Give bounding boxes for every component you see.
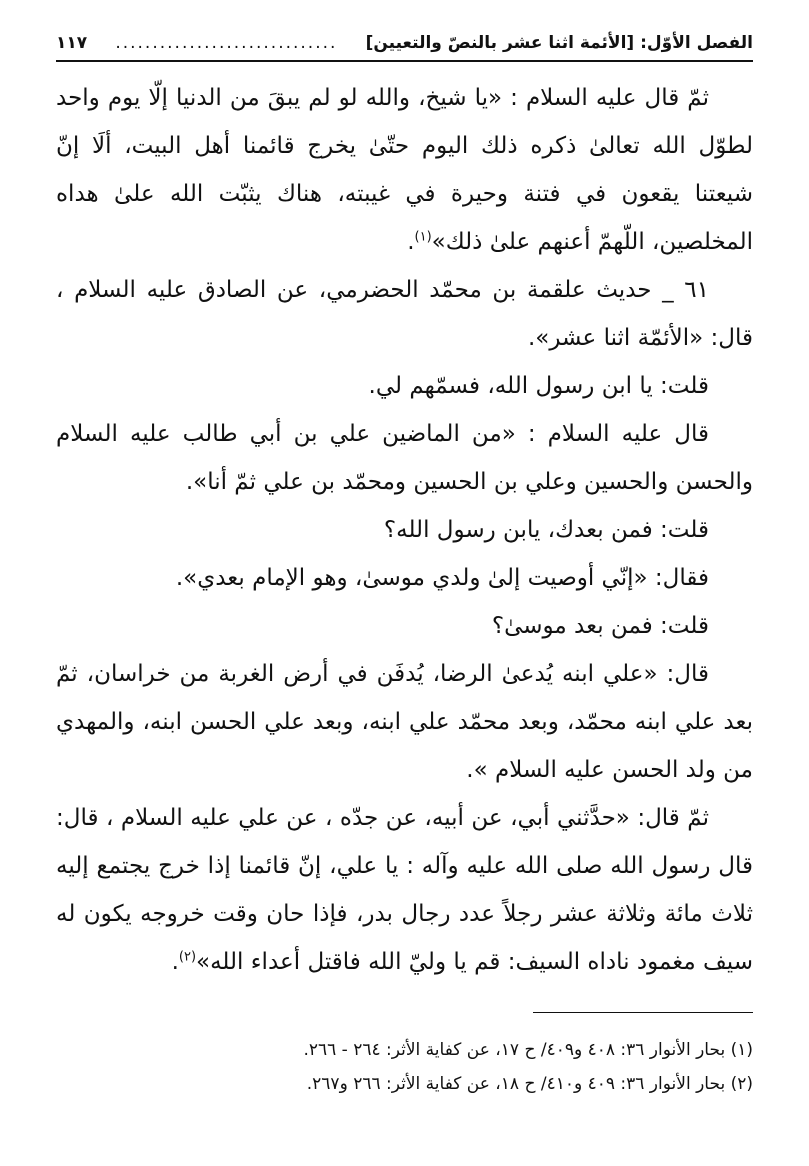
page-number: ١١٧: [56, 33, 88, 53]
footnote-ref: (١): [414, 229, 432, 245]
footnote-divider: [533, 1012, 753, 1013]
paragraph: [56, 74, 753, 266]
paragraph-text: ثمّ قال: «حدَّثني أبي، عن أبيه، عن جدّه ، عن علي عليه السلام ، قال: قال رسول الله صلى الله عليه وآله : يا علي، إنّ قائمنا إذا خرج يجتمع إليه ثلاث مائة وثلاثة عشر رجلاً عدد رجال بدر، فإذا حان وقت خروجه يكون له سيف مغمود ناداه السيف: قم يا وليّ الله فاقتل أعداء الله»: [56, 805, 753, 975]
header-divider: [56, 60, 753, 62]
paragraph: قال عليه السلام : «من الماضين علي بن أبي طالب عليه السلام والحسن والحسين وعلي بن الحسين ومحمّد بن علي ثمّ أنا».: [56, 421, 753, 495]
paragraph: فقال: «إنّي أوصيت إلىٰ ولدي موسىٰ، وهو الإمام بعدي».: [175, 565, 709, 591]
leader-dots: ..............................: [115, 33, 338, 53]
paragraph-end: .: [171, 949, 179, 975]
book-page: [56, 28, 753, 1138]
paragraph: قلت: يا ابن رسول الله، فسمّهم لي.: [368, 373, 709, 399]
paragraph: قلت: فمن بعدك، يابن رسول الله؟: [383, 517, 709, 543]
paragraph: [56, 794, 753, 986]
footnote: (١) بحار الأنوار ٣٦: ٤٠٨ و٤٠٩/ ح ١٧، عن كفاية الأثر: ٢٦٤ - ٢٦٦.: [303, 1040, 753, 1060]
footnotes: [56, 1033, 753, 1101]
footnote: (٢) بحار الأنوار ٣٦: ٤٠٩ و٤١٠/ ح ١٨، عن كفاية الأثر: ٢٦٦ و٢٦٧.: [306, 1074, 753, 1094]
chapter-title: الفصل الأوّل: [الأئمة اثنا عشر بالنصّ والتعيين]: [365, 33, 753, 53]
paragraph: قلت: فمن بعد موسىٰ؟: [491, 613, 709, 639]
main-text: [56, 74, 753, 986]
paragraph-text: ثمّ قال عليه السلام : «يا شيخ، والله لو لم يبقَ من الدنيا إلّا يوم واحد لطوّل الله تعالىٰ ذكره ذلك اليوم حتّىٰ يخرج قائمنا أهل البيت، ألَا إنّ شيعتنا يقعون في فتنة وحيرة في غيبته، هناك يثبّت الله علىٰ هداه المخلصين، اللّهمّ أعنهم علىٰ ذلك»: [56, 85, 753, 255]
paragraph: قال: «علي ابنه يُدعىٰ الرضا، يُدفَن في أرض الغربة من خراسان، ثمّ بعد علي ابنه محمّد، وبعد محمّد علي ابنه، وبعد علي الحسن ابنه، والمهدي من ولد الحسن عليه السلام ».: [56, 661, 753, 783]
footnote-ref: (٢): [178, 949, 197, 965]
paragraph-end: .: [407, 229, 415, 255]
running-header: [56, 28, 753, 60]
paragraph: ٦١ _ حديث علقمة بن محمّد الحضرمي، عن الصادق عليه السلام ، قال: «الأئمّة اثنا عشر».: [56, 277, 753, 351]
